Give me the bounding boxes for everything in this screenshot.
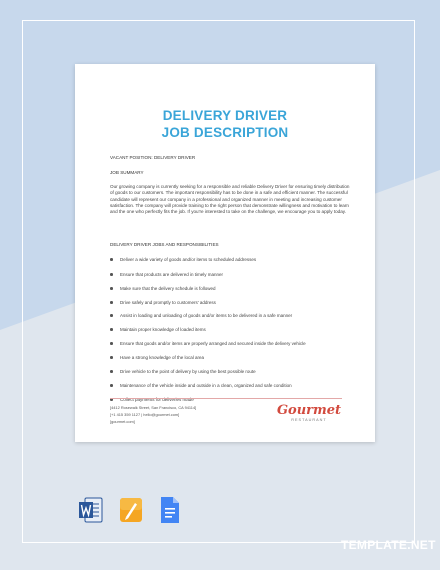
list-item: Ensure that products are delivered in timely manner [110, 272, 360, 280]
job-summary-heading: JOB SUMMARY [110, 170, 144, 175]
list-item: Collect payments for deliveries made [110, 397, 360, 405]
list-item: Maintain proper knowledge of loaded items [110, 327, 360, 335]
google-docs-icon[interactable] [157, 495, 183, 525]
footer-divider [110, 398, 342, 399]
list-item: Drive safely and promptly to customers' address [110, 300, 360, 308]
document-title-line2: JOB DESCRIPTION [161, 125, 289, 140]
vacant-position: VACANT POSITION: DELIVERY DRIVER [110, 155, 196, 160]
logo-subtitle: RESTAURANT [291, 418, 327, 422]
pages-icon[interactable] [118, 495, 144, 525]
template-net-watermark: TEMPLATE.NET [341, 538, 436, 552]
list-item: Drive vehicle to the point of delivery by using the best possible route [110, 369, 360, 377]
gourmet-logo [274, 404, 344, 423]
logo-word: Gourmet [276, 403, 342, 418]
list-item: Maintenance of the vehicle inside and outside in a clean, organized and safe condition [110, 383, 360, 391]
list-item: Assist in loading and unloading of goods and/or items to be delivered in a safe manner [110, 313, 360, 321]
responsibilities-heading: DELIVERY DRIVER JOBS AND RESPONSIBILITIES [110, 242, 219, 247]
footer-address: [4412 Rosewalk Street, San Francisco, CA 94114] [110, 405, 197, 410]
job-summary-text: Our growing company is currently seeking for a responsible and reliable Delivery Driver for ensuring timely distribution of goods to our customers. The important responsibility has to be done in a safe and efficient manner. The successful candidate will represent our company in a professional and organized manner in meeting and increasing customer satisfaction. The company will provide training to the right person that demonstrate willingness and motivation to learn and the one who perfectly fits the job. If you're interested to take on the challenge, we encourage you to apply today. [110, 184, 350, 215]
footer-contact: [+1 415 359 1127 | hello@gourmet.com] [110, 412, 180, 417]
footer-website: [gourmet.com] [110, 419, 135, 424]
list-item: Make sure that the delivery schedule is followed [110, 286, 360, 294]
list-item: Have a strong knowledge of the local area [110, 355, 360, 363]
list-item: Deliver a wide variety of goods and/or items to scheduled addresses [110, 257, 360, 265]
document-title-line1: DELIVERY DRIVER [162, 108, 288, 123]
word-icon[interactable] [78, 495, 104, 525]
document-footer [75, 64, 375, 442]
list-item: Ensure that goods and/or items are properly arranged and secured inside the delivery vehicle [110, 341, 360, 349]
